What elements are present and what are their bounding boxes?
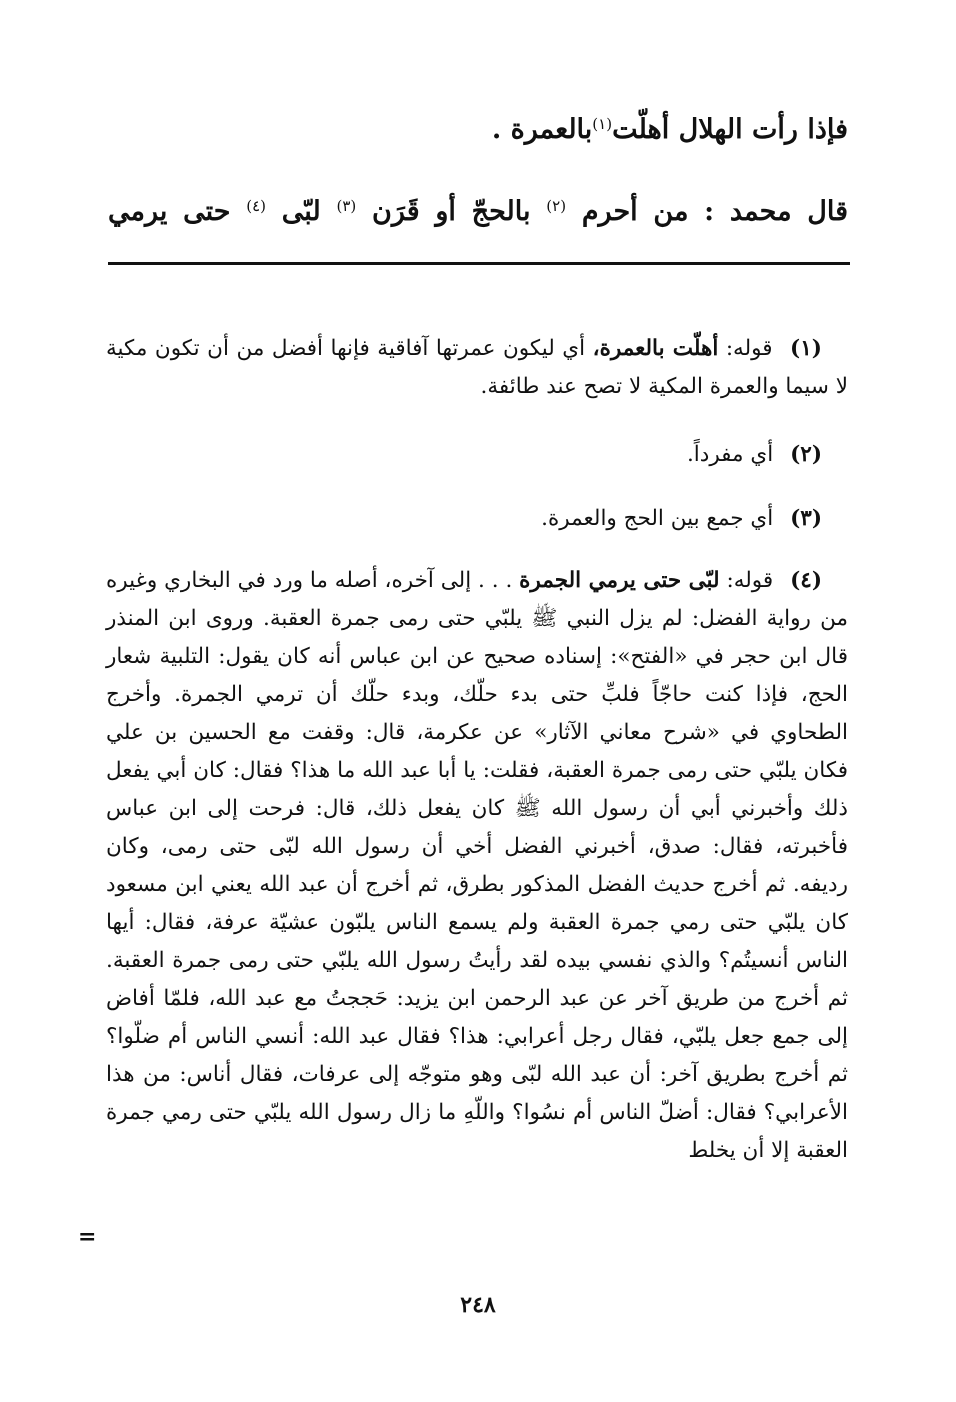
footnote-3 (106, 500, 848, 538)
footnote-text: أي ليكون عمرتها آفاقية فإنها أفضل من أن تكون مكية لا سيما والعمرة المكية لا تصح عند طائفة. (106, 336, 848, 399)
footnote-quoted-phrase: لبّى حتى يرمي الجمرة (519, 568, 720, 593)
main-text-segment: لبّى (281, 196, 321, 227)
page-number: ٢٤٨ (460, 1292, 496, 1318)
footnote-text: أي جمع بين الحج والعمرة. (541, 506, 774, 531)
footnote-ref-1: (١) (592, 115, 613, 133)
main-text-line-2 (108, 182, 848, 236)
continuation-mark: = (78, 1224, 97, 1250)
footnote-number: (١) (790, 336, 822, 361)
footnote-lead: قوله: (725, 336, 773, 361)
main-text-segment: بالعمرة . (491, 114, 593, 145)
footnote-number: (٤) (790, 568, 823, 593)
footnote-4 (106, 562, 848, 1170)
footnote-separator (108, 262, 850, 265)
main-text-segment: بالحجّ أو قَرَن (372, 196, 531, 227)
footnote-ref-3: (٣) (336, 197, 357, 215)
footnote-number: (٢) (790, 442, 822, 467)
main-text-segment: حتى يرمي (108, 196, 231, 227)
footnote-ref-2: (٢) (546, 197, 567, 215)
main-text-segment: فإذا رأت الهلال أهلّت (612, 114, 848, 145)
footnote-text: . . . إلى آخره، أصله ما ورد في البخاري وغيره من رواية الفضل: لم يزل النبي ﷺ يلبّي حتى رمى جمرة العقبة. وروى ابن المنذر قال ابن حجر في «الفتح»: إسناده صحيح عن ابن عباس أنه كان يقول: التلبية شعار الحج، فإذا كنت حاجّاً فلبِّ حتى بدء حلّك، وبدء حلّك أن ترمي الجمرة. وأخرج الطحاوي في «شرح معاني الآثار» عن عكرمة، قال: وقفت مع الحسين بن علي فكان يلبّي حتى رمى جمرة العقبة، فقلت: يا أبا عبد الله ما هذا؟ فقال: كان أبي يفعل ذلك وأخبرني أبي أن رسول الله ﷺ كان يفعل ذلك، قال: فرحت إلى ابن عباس فأخبرته، فقال: صدق، أخبرني الفضل أخي أن رسول الله لبّى حتى رمى، وكان رديفه. ثم أخرج حديث الفضل المذكور بطرق، ثم أخرج أن عبد الله يعني ابن مسعود كان يلبّي حتى رمي جمرة العقبة ولم يسمع الناس يلبّون عشيّة عرفة، فقال: أيها الناس أنسيتُم؟ والذي نفسي بيده لقد رأيتُ رسول الله يلبّي حتى رمى جمرة العقبة. ثم أخرج من طريق آخر عن عبد الرحمن ابن يزيد: حَججتُ مع عبد الله، فلمّا أفاض إلى جمع جعل يلبّي، فقال رجل أعرابي: هذا؟ فقال عبد الله: أنسي الناس أم ضلّوا؟ ثم أخرج بطريق آخر: أن عبد الله لبّى وهو متوجّه إلى عرفات، فقال أناس: من هذا الأعرابي؟ فقال: أضلّ الناس أم نسُوا؟ واللّهِ ما زال رسول الله يلبّي حتى رمي جمرة العقبة إلا أن يخلط (106, 568, 848, 1163)
footnote-text: أي مفرداً. (686, 442, 774, 467)
footnote-2 (106, 436, 848, 474)
footnote-lead: قوله: (726, 568, 774, 593)
main-text-segment: قال محمد : من أحرم (581, 196, 849, 227)
footnote-1 (106, 330, 848, 406)
main-text-line-1 (108, 100, 848, 154)
footnote-number: (٣) (790, 506, 822, 531)
footnote-quoted-phrase: أهلّت بالعمرة، (592, 336, 719, 361)
footnote-ref-4: (٤) (246, 197, 267, 215)
